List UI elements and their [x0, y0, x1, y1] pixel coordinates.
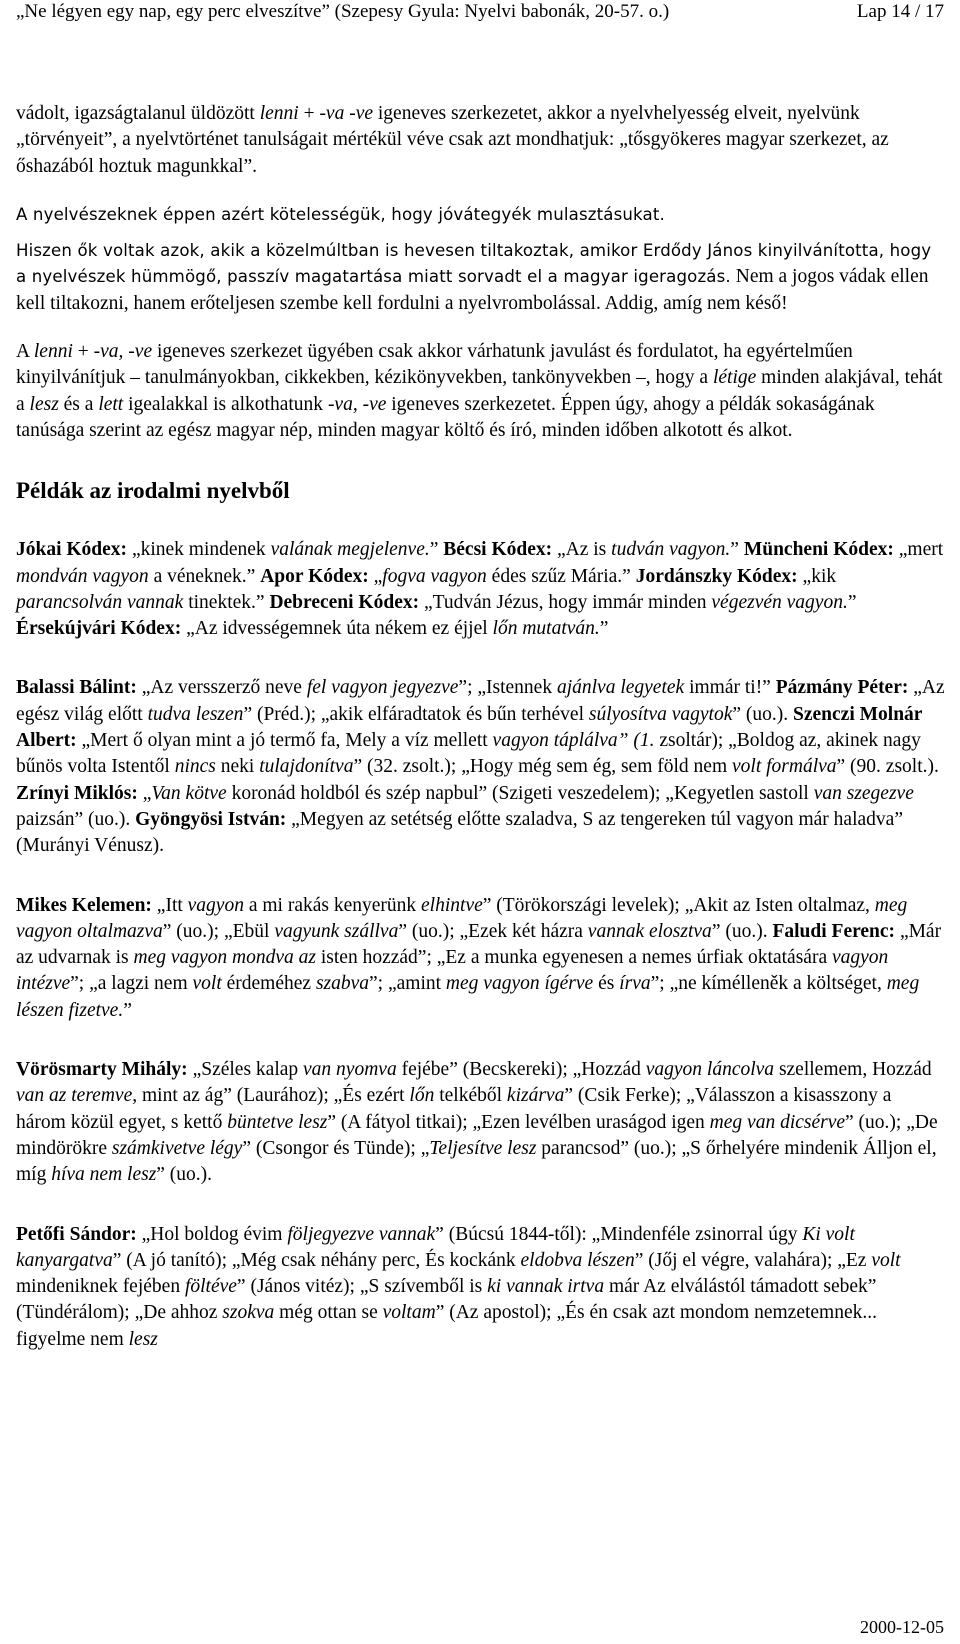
text-run: „Az idvességemnek úta nékem ez éjjel: [181, 618, 493, 640]
text-run: édes szűz Mária.”: [486, 565, 636, 587]
text-run: parancsod” (uo.); „S őrhelyére mindenik Álljon el, míg: [16, 1137, 937, 1186]
italic-text: írva: [619, 973, 651, 995]
text-run: vádolt, igazságtalanul üldözött: [16, 103, 260, 124]
author-label: Mikes Kelemen:: [16, 894, 152, 916]
paragraph: [16, 1222, 946, 1353]
italic-text: voltam: [382, 1302, 436, 1324]
text-run: A nyelvészeknek éppen azért kötelességük, hogy jóvátegyék mulasztásukat.: [16, 204, 665, 224]
text-run: igeneves szerkezetet. Éppen úgy, ahogy a példák sokaságának tanúsága szerint az egész magyar nép, minden magyar költő és író, minden időben alkotott és alkot.: [16, 393, 875, 441]
author-label: Szenczi Molnár Albert:: [16, 703, 923, 752]
italic-text: fel vagyon jegyezve: [306, 677, 459, 699]
italic-text: számkivetve légy: [111, 1137, 243, 1159]
text-run: „Itt: [151, 894, 188, 916]
author-label: Apor Kódex:: [260, 565, 369, 587]
text-run: „Már az udvarnak is: [16, 920, 942, 969]
italic-text: büntetve lesz: [227, 1111, 328, 1133]
text-run: ”: [123, 999, 132, 1021]
italic-text: szabva: [315, 973, 370, 995]
text-run: „mert: [893, 539, 944, 561]
page-separator: /: [914, 1, 921, 22]
text-run: minden alakjával, tehát a: [16, 367, 943, 415]
italic-text: ajánlva legyetek: [556, 677, 685, 699]
text-run: fejébe” (Becskereki); „Hozzád: [396, 1059, 646, 1081]
italic-text: van szegezve: [813, 782, 914, 804]
italic-text: Ki volt kanyargatva: [16, 1223, 855, 1271]
text-run: ” (uo.); „De mindörökre: [16, 1111, 938, 1159]
italic-text: -va, -ve: [327, 393, 387, 415]
text-run: „Hol boldog évim: [136, 1223, 288, 1245]
text-run: „Mert ő olyan mint a jó termő fa, Mely a víz mellett: [76, 730, 493, 752]
text-run: ”; „ne kímélleněk a költséget,: [650, 973, 887, 995]
italic-text: tudva leszen: [147, 703, 244, 725]
italic-text: lőn: [409, 1085, 435, 1107]
text-run: ”: [847, 591, 857, 613]
page-total: 17: [925, 1, 944, 22]
italic-text: lett: [98, 393, 124, 415]
text-run: ” (90. zsolt.).: [836, 756, 939, 778]
text-run: ”; „Istennek: [458, 677, 557, 699]
page-indicator: [857, 0, 944, 24]
page-current: 14: [891, 1, 911, 22]
text-run: immár ti!”: [684, 677, 776, 699]
text-run: „Megyen az setétség előtte szaladva, S az tengereken túl vagyon már haladva” (Murányi Vénusz).: [16, 808, 903, 857]
italic-text: volt formálva: [732, 756, 837, 778]
text-run: Hiszen ők voltak azok, akik a közelmúltban is hevesen tiltakoztak, amikor Erdődy János kinyilvánította, hogy a nyelvészek hümmögő, passzív magatartása miatt sorvadt el a magyar igeragozás.: [16, 241, 932, 287]
italic-text: szokva: [222, 1302, 275, 1324]
text-run: ” (uo.).: [156, 1164, 213, 1186]
author-label: Jordánszky Kódex:: [635, 565, 798, 587]
text-run: ” (A jó tanító); „Még csak néhány perc, És kockánk: [112, 1249, 521, 1271]
text-run: igeneves szerkezet ügyében csak akkor várhatunk javulást és fordulatot, ha egyértelműen kinyilvánítjuk – tanulmányokban, cikkekben, kézikönyvekben, tankönyvekben –, hogy a: [16, 341, 853, 389]
italic-text: -va -ve: [319, 103, 374, 124]
text-run: ” (Törökországi levelek); „Akit az Isten oltalmaz,: [482, 894, 875, 916]
italic-text: lenni: [259, 103, 299, 124]
text-run: ” (Préd.); „akik elfáradtatok és bűn terhével: [243, 703, 589, 725]
italic-text: elhintve: [421, 894, 483, 916]
author-label: Müncheni Kódex:: [743, 539, 894, 561]
text-run: mindeniknek fejében: [16, 1276, 185, 1298]
text-run: koronád holdból és szép napbul” (Szigeti veszedelem); „Kegyetlen sastoll: [226, 782, 814, 804]
italic-text: meg vagyon ígérve: [445, 973, 594, 995]
text-run: Nem a jogos vádak ellen kell tiltakozni, hanem erőteljesen szembe kell fordulni a nyelvrombolással. Addig, amíg nem késő!: [16, 266, 929, 314]
text-run: még ottan se: [274, 1302, 383, 1324]
italic-text: vagyunk szállva: [274, 920, 399, 942]
italic-text: vagyon intézve: [16, 947, 889, 995]
paragraph: [16, 675, 946, 859]
text-run: ”: [730, 539, 744, 561]
italic-text: nincs: [174, 756, 216, 778]
section-heading: Példák az irodalmi nyelvből: [16, 478, 290, 504]
text-run: „Az is: [552, 539, 612, 561]
italic-text: ki vannak irtva: [487, 1276, 605, 1298]
text-run: tinektek.”: [183, 591, 270, 613]
text-run: „Az egész világ előtt: [16, 677, 945, 725]
italic-text: -va, -ve: [93, 341, 153, 363]
text-run: igeneves szerkezetet, akkor a nyelvhelyesség elveit, nyelvünk „törvényeit”, a nyelvtörténet tanulságait mértékül véve csak azt mondhatjuk: „tősgyökeres magyar szerkezet, az őshazából hoztuk magunkkal”.: [16, 103, 889, 177]
text-run: „: [137, 782, 152, 804]
text-run: „kik: [797, 565, 837, 587]
italic-text: valának megjelenve.: [270, 539, 430, 561]
document-body: [16, 101, 946, 1353]
text-run: ”: [599, 618, 609, 640]
text-run: ” (A fátyol titkai); „Ezen levélben uraságod igen: [327, 1111, 710, 1133]
author-label: Debreceni Kódex:: [269, 591, 420, 613]
author-label: Gyöngyösi István:: [135, 808, 287, 830]
author-label: Balassi Bálint:: [16, 677, 137, 699]
italic-text: vannak elosztva: [587, 920, 712, 942]
italic-text: eldobva lészen: [520, 1249, 635, 1271]
text-run: „Az versszerző neve: [136, 677, 307, 699]
author-label: Zrínyi Miklós:: [16, 782, 138, 804]
italic-text: végezvén vagyon.: [711, 591, 848, 613]
text-run: paizsán” (uo.).: [16, 808, 136, 830]
italic-text: létige: [712, 367, 757, 389]
text-run: ”; „amint: [369, 973, 446, 995]
text-run: „: [368, 565, 383, 587]
author-label: Petőfi Sándor:: [16, 1223, 137, 1245]
text-run: ” (Csongor és Tünde); „: [242, 1137, 430, 1159]
text-run: igealakkal is alkothatunk: [123, 393, 328, 415]
italic-text: mondván vagyon: [16, 565, 149, 587]
text-run: és a: [58, 393, 99, 415]
text-run: ” (32. zsolt.); „Hogy még sem ég, sem föld nem: [353, 756, 732, 778]
author-label: Érsekújvári Kódex:: [16, 618, 182, 640]
text-run: +: [72, 341, 94, 363]
text-run: ” (Jőj el végre, valahára); „Ez: [634, 1249, 872, 1271]
italic-text: van nyomva: [303, 1059, 397, 1081]
italic-text: parancsolván vannak: [16, 591, 184, 613]
paragraph: [16, 1057, 946, 1188]
text-run: ”; „a lagzi nem: [70, 973, 193, 995]
text-run: isten hozzád”; „Ez a munka egyenesen a nemes úrfiak oktatására: [316, 947, 832, 969]
text-run: +: [298, 103, 320, 124]
text-run: ” (Az apostol); „És én csak azt mondom nemzetemnek... figyelme nem: [16, 1302, 877, 1350]
italic-text: meg van dicsérve: [709, 1111, 846, 1133]
italic-text: híva nem lesz: [51, 1164, 157, 1186]
italic-text: lőn mutatván.: [492, 618, 600, 640]
text-run: zsoltár); „Boldog az, akinek nagy bűnös volta Istentől: [16, 730, 921, 778]
text-run: mint az ág” (Laurához); „És ezért: [137, 1085, 410, 1107]
text-run: a véneknek.”: [148, 565, 261, 587]
italic-text: van az teremve,: [16, 1085, 138, 1107]
page-label: Lap: [856, 1, 887, 22]
author-label: Pázmány Péter:: [775, 677, 909, 699]
italic-text: vagyon: [187, 894, 244, 916]
italic-text: Teljesítve lesz: [429, 1137, 537, 1159]
italic-text: fogva vagyon: [382, 565, 487, 587]
italic-text: meg vagyon oltalmazva: [16, 894, 908, 942]
italic-text: Van kötve: [151, 782, 227, 804]
page-date: 2000-12-05: [860, 1617, 944, 1637]
italic-text: tulajdonítva: [259, 756, 354, 778]
author-label: Jókai Kódex:: [16, 539, 128, 561]
italic-text: súlyosítva vagytok: [588, 703, 733, 725]
text-run: ” (uo.).: [732, 703, 794, 725]
text-run: már Az elválástól támadott sebek” (Tündérálom); „De ahhoz: [16, 1276, 877, 1324]
author-label: Vörösmarty Mihály:: [16, 1059, 188, 1081]
paragraph: [16, 537, 946, 642]
text-run: „Tudván Jézus, hogy immár minden: [419, 591, 712, 613]
text-run: telkéből: [434, 1085, 507, 1107]
text-run: ” (uo.).: [711, 920, 773, 942]
text-run: A: [16, 341, 34, 363]
paragraph: [16, 101, 946, 180]
italic-text: föltéve: [184, 1276, 237, 1298]
italic-text: tudván vagyon.: [611, 539, 731, 561]
text-run: a mi rakás kenyerünk: [243, 894, 422, 916]
text-run: érdeméhez: [221, 973, 316, 995]
italic-text: lesz: [29, 393, 59, 415]
text-run: neki: [215, 756, 260, 778]
paragraph: [16, 893, 946, 1024]
italic-text: meg lészen fizetve.: [16, 973, 920, 1021]
author-label: Faludi Ferenc:: [772, 920, 896, 942]
document-title: „Ne légyen egy nap, egy perc elveszítve” (Szepesy Gyula: Nyelvi babonák, 20-57. o.): [16, 1, 670, 22]
text-run: szellemem, Hozzád: [774, 1059, 932, 1081]
text-run: és: [593, 973, 620, 995]
text-run: ” (Csik Ferke); „Válasszon a kisasszony a három közül egyet, s kettő: [16, 1085, 892, 1133]
text-run: ” (Búcsú 1844-től): „Mindenféle zsinorral úgy: [435, 1223, 803, 1245]
text-run: ” (uo.); „Ezek két házra: [398, 920, 588, 942]
italic-text: lesz: [128, 1328, 158, 1350]
italic-text: vagyon láncolva: [645, 1059, 775, 1081]
text-run: „kinek mindenek: [127, 539, 271, 561]
italic-text: meg vagyon mondva az: [133, 947, 316, 969]
italic-text: volt: [871, 1249, 901, 1271]
italic-text: volt: [192, 973, 222, 995]
italic-text: kizárva: [506, 1085, 565, 1107]
italic-text: lenni: [33, 341, 73, 363]
author-label: Bécsi Kódex:: [443, 539, 553, 561]
italic-text: vagyon táplálva” (1.: [492, 730, 655, 752]
text-run: „Széles kalap: [187, 1059, 304, 1081]
text-run: ” (uo.); „Ebül: [162, 920, 275, 942]
page-header: [16, 0, 944, 30]
text-run: ” (János vitéz); „S szívemből is: [236, 1276, 488, 1298]
paragraph: [16, 202, 946, 228]
text-run: ”: [429, 539, 444, 561]
paragraph: [16, 238, 946, 317]
paragraph: [16, 339, 946, 444]
italic-text: följegyezve vannak: [287, 1223, 436, 1245]
